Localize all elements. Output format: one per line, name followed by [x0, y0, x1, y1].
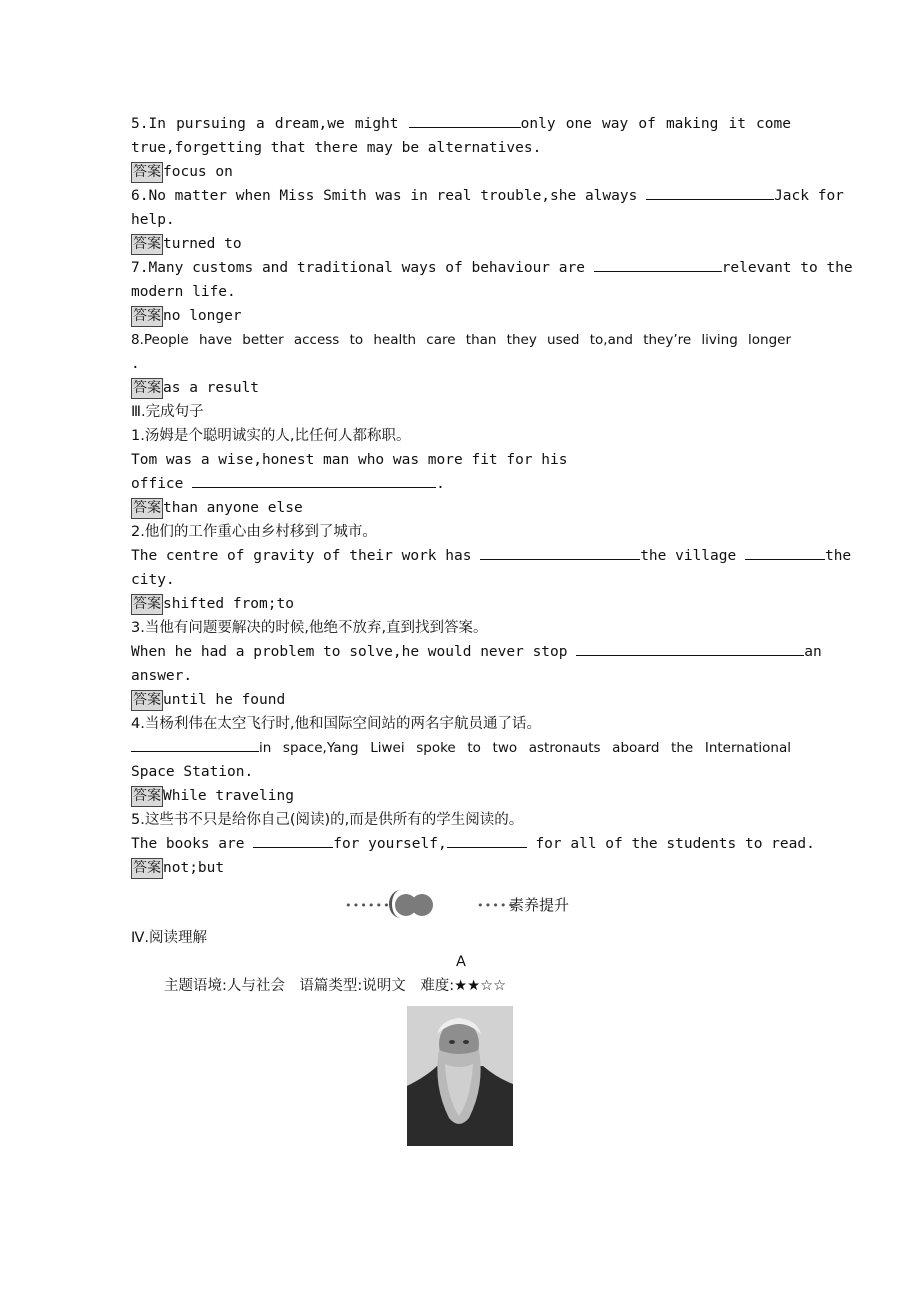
english-line: answer. — [131, 668, 193, 684]
english-line: The centre of gravity of their work has the village the — [131, 544, 791, 568]
sentence-item-5 — [131, 808, 815, 880]
vocab-item-6 — [131, 184, 844, 256]
answer-line — [131, 688, 791, 712]
vocab-item-7 — [131, 256, 853, 328]
answer-line — [131, 856, 791, 880]
vocab-item-5 — [131, 112, 791, 184]
english-line: Space Station. — [131, 764, 254, 780]
chinese-prompt: 5.这些书不只是给你自己(阅读)的,而是供所有的学生阅读的。 — [131, 812, 524, 828]
answer-line — [131, 784, 791, 808]
answer-line — [131, 304, 791, 328]
chinese-prompt: 2.他们的工作重心由乡村移到了城市。 — [131, 524, 377, 540]
answer-line — [131, 496, 791, 520]
answer-text: until he found — [163, 692, 286, 708]
answer-blank[interactable] — [253, 833, 333, 848]
question-line: 8.People have better access to health care than they used to,and they’re living longer — [131, 332, 791, 348]
portrait-image — [407, 1006, 513, 1146]
question-line: help. — [131, 212, 175, 228]
question-line: 6.No matter when Miss Smith was in real trouble,she always Jack for — [131, 184, 791, 208]
vocab-item-8 — [131, 328, 791, 400]
answer-blank[interactable] — [745, 545, 825, 560]
sentence-item-1 — [131, 424, 791, 520]
question-line: modern life. — [131, 284, 236, 300]
answer-blank[interactable] — [480, 545, 640, 560]
answer-text: focus on — [163, 164, 233, 180]
chinese-prompt: 3.当他有问题要解决的时候,他绝不放弃,直到找到答案。 — [131, 620, 488, 636]
answer-text: turned to — [163, 236, 242, 252]
section-title: Ⅲ.完成句子 — [131, 404, 204, 420]
english-line: The books are for yourself, for all of the students to read. — [131, 832, 791, 856]
answer-text: While traveling — [163, 788, 294, 804]
english-line: When he had a problem to solve,he would never stop an — [131, 640, 791, 664]
answer-blank[interactable] — [409, 113, 521, 128]
answer-line — [131, 376, 791, 400]
section-divider — [131, 886, 791, 926]
passage-letter: A — [456, 954, 466, 970]
answer-blank[interactable] — [646, 185, 774, 200]
question-line: 5.In pursuing a dream,we might only one way of making it come — [131, 112, 791, 136]
sentence-item-4 — [131, 712, 791, 808]
english-line: in space,Yang Liwei spoke to two astronauts aboard the International — [131, 736, 791, 760]
answer-tag: 答案 — [131, 234, 163, 255]
answer-tag: 答案 — [131, 378, 163, 399]
worksheet-content — [131, 112, 853, 998]
question-line: 7.Many customs and traditional ways of behaviour are relevant to the — [131, 256, 791, 280]
answer-blank[interactable] — [576, 641, 804, 656]
sentence-item-2 — [131, 520, 852, 616]
question-line: true,forgetting that there may be alternatives. — [131, 140, 542, 156]
answer-blank[interactable] — [131, 737, 259, 752]
section-title: Ⅳ.阅读理解 — [131, 930, 207, 946]
english-line: office . — [131, 472, 791, 496]
answer-text: as a result — [163, 380, 260, 396]
sentence-item-3 — [131, 616, 822, 712]
answer-line — [131, 592, 791, 616]
answer-text: than anyone else — [163, 500, 303, 516]
answer-text: no longer — [163, 308, 242, 324]
answer-line — [131, 160, 791, 184]
answer-text: shifted from;to — [163, 596, 294, 612]
answer-tag: 答案 — [131, 594, 163, 615]
divider-label: 素养提升 — [509, 896, 570, 914]
chinese-prompt: 4.当杨利伟在太空飞行时,他和国际空间站的两名宇航员通了话。 — [131, 716, 541, 732]
answer-text: not;but — [163, 860, 225, 876]
portrait-photo — [407, 1006, 513, 1146]
answer-tag: 答案 — [131, 690, 163, 711]
english-line: city. — [131, 572, 175, 588]
badge-icon — [387, 890, 437, 918]
answer-line — [131, 232, 791, 256]
passage-meta: 主题语境:人与社会 语篇类型:说明文 难度:★★☆☆ — [164, 978, 507, 994]
answer-blank[interactable] — [447, 833, 527, 848]
answer-tag: 答案 — [131, 498, 163, 519]
english-line: Tom was a wise,honest man who was more fit for his — [131, 452, 568, 468]
answer-blank[interactable] — [594, 257, 722, 272]
answer-tag: 答案 — [131, 858, 163, 879]
answer-tag: 答案 — [131, 306, 163, 327]
dots-decoration: ••••• — [477, 899, 516, 912]
question-line: . — [131, 356, 140, 372]
answer-tag: 答案 — [131, 162, 163, 183]
answer-tag: 答案 — [131, 786, 163, 807]
dots-decoration: •••••• — [345, 899, 391, 912]
answer-blank[interactable] — [192, 473, 436, 488]
chinese-prompt: 1.汤姆是个聪明诚实的人,比任何人都称职。 — [131, 428, 411, 444]
